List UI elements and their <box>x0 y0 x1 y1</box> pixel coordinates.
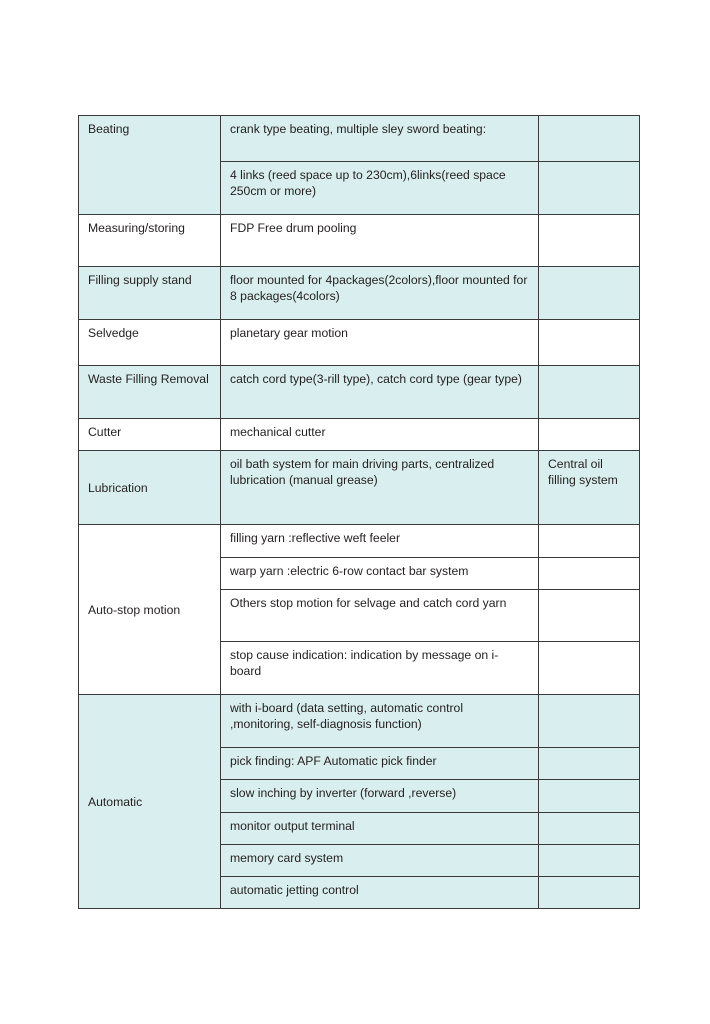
feature-description: pick finding: APF Automatic pick finder <box>221 748 539 780</box>
table-row <box>79 525 640 558</box>
feature-label: Cutter <box>79 419 221 451</box>
feature-description: FDP Free drum pooling <box>221 215 539 267</box>
feature-note <box>539 162 640 215</box>
feature-note <box>539 116 640 162</box>
feature-description: planetary gear motion <box>221 320 539 366</box>
feature-label: Auto-stop motion <box>79 525 221 695</box>
feature-description: monitor output terminal <box>221 813 539 845</box>
feature-note <box>539 845 640 877</box>
feature-note <box>539 813 640 845</box>
feature-note <box>539 525 640 558</box>
spec-table-body <box>79 116 640 909</box>
feature-description: floor mounted for 4packages(2colors),floor mounted for 8 packages(4colors) <box>221 267 539 320</box>
feature-description: memory card system <box>221 845 539 877</box>
feature-description: slow inching by inverter (forward ,reverse) <box>221 780 539 813</box>
feature-note <box>539 267 640 320</box>
feature-label: Selvedge <box>79 320 221 366</box>
feature-description: automatic jetting control <box>221 877 539 909</box>
feature-note <box>539 642 640 695</box>
table-row <box>79 215 640 267</box>
feature-note <box>539 215 640 267</box>
table-row <box>79 267 640 320</box>
feature-note <box>539 748 640 780</box>
feature-note <box>539 590 640 642</box>
feature-description: oil bath system for main driving parts, centralized lubrication (manual grease) <box>221 451 539 525</box>
feature-description: 4 links (reed space up to 230cm),6links(reed space 250cm or more) <box>221 162 539 215</box>
feature-description: crank type beating, multiple sley sword beating: <box>221 116 539 162</box>
feature-note <box>539 419 640 451</box>
feature-label: Filling supply stand <box>79 267 221 320</box>
feature-note <box>539 366 640 419</box>
table-row <box>79 366 640 419</box>
feature-label: Beating <box>79 116 221 215</box>
table-row <box>79 695 640 748</box>
feature-label: Waste Filling Removal <box>79 366 221 419</box>
feature-description: stop cause indication: indication by message on i-board <box>221 642 539 695</box>
feature-description: mechanical cutter <box>221 419 539 451</box>
feature-note <box>539 695 640 748</box>
table-row <box>79 419 640 451</box>
feature-description: Others stop motion for selvage and catch cord yarn <box>221 590 539 642</box>
feature-label: Lubrication <box>79 451 221 525</box>
table-row <box>79 320 640 366</box>
feature-description: warp yarn :electric 6-row contact bar system <box>221 558 539 590</box>
feature-label: Automatic <box>79 695 221 909</box>
feature-note <box>539 558 640 590</box>
table-row <box>79 451 640 525</box>
feature-note <box>539 320 640 366</box>
feature-description: catch cord type(3-rill type), catch cord type (gear type) <box>221 366 539 419</box>
feature-description: filling yarn :reflective weft feeler <box>221 525 539 558</box>
spec-table <box>78 115 640 909</box>
feature-note: Central oil filling system <box>539 451 640 525</box>
feature-description: with i-board (data setting, automatic control ,monitoring, self-diagnosis function) <box>221 695 539 748</box>
feature-label: Measuring/storing <box>79 215 221 267</box>
table-row <box>79 116 640 162</box>
feature-note <box>539 780 640 813</box>
feature-note <box>539 877 640 909</box>
